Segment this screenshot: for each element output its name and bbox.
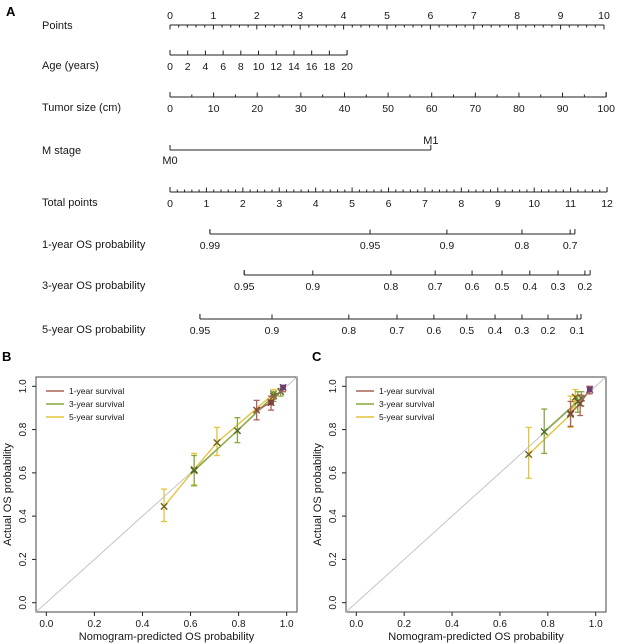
tick-label: 20 — [251, 103, 264, 115]
nomogram-row-os-3yr — [42, 270, 592, 293]
tick-label: 4 — [312, 198, 319, 210]
tick-label: 0.95 — [233, 281, 255, 293]
tick-label: 10 — [528, 198, 541, 210]
row-label: M stage — [42, 145, 82, 157]
legend-item — [356, 399, 434, 409]
series-1-year-survival — [253, 384, 286, 420]
nomogram-row-total-points — [42, 187, 613, 210]
tick-label: 50 — [382, 103, 394, 115]
y-tick-label: 0.8 — [18, 422, 29, 437]
tick-label: 10 — [207, 103, 220, 115]
tick-label: 9 — [557, 10, 564, 22]
tick-label: 5 — [384, 10, 390, 22]
tick-label: 8 — [458, 198, 465, 210]
x-tick-label: 0.8 — [540, 619, 555, 630]
nomogram-row-os-1yr — [42, 229, 578, 252]
y-tick-label: 0.0 — [328, 595, 339, 610]
tick-label: 0.3 — [550, 281, 566, 293]
legend-label: 5-year survival — [379, 412, 435, 422]
legend-item — [46, 399, 124, 409]
tick-label: 6 — [385, 198, 392, 210]
y-tick-label: 0.0 — [18, 595, 29, 610]
panel-c-label: C — [312, 349, 322, 364]
tick-label: 0.4 — [487, 325, 503, 337]
legend-label: 1-year survival — [69, 386, 125, 396]
x-tick-label: 0.0 — [39, 619, 54, 630]
y-tick-label: 0.6 — [328, 465, 339, 480]
tick-label: 80 — [513, 103, 525, 115]
tick-label: 8 — [237, 61, 244, 73]
x-axis-title: Nomogram-predicted OS probability — [388, 631, 564, 643]
calibration-plot-training — [0, 345, 310, 644]
tick-label: 7 — [422, 198, 428, 210]
tick-label: 0 — [167, 61, 173, 73]
y-tick-label: 0.8 — [328, 422, 339, 437]
tick-label: 0.8 — [341, 325, 357, 337]
tick-label: 0.9 — [264, 325, 280, 337]
y-tick-label: 1.0 — [18, 379, 29, 394]
tick-label: 0.7 — [389, 325, 405, 337]
tick-label: 0 — [167, 198, 173, 210]
tick-label: 1 — [203, 198, 210, 210]
tick-label: 0.5 — [459, 325, 475, 337]
tick-label: 0.1 — [569, 325, 585, 337]
tick-label: 5 — [349, 198, 356, 210]
legend-label: 5-year survival — [69, 412, 125, 422]
tick-label: 8 — [514, 10, 521, 22]
y-tick-label: 1.0 — [328, 379, 339, 394]
nomogram-row-tumor-size — [42, 92, 615, 115]
tick-label: 3 — [276, 198, 283, 210]
tick-label: 0.9 — [305, 281, 321, 293]
y-axis-title: Actual OS probability — [2, 443, 14, 546]
tick-label: 60 — [425, 103, 438, 115]
factor-level-label: M0 — [162, 155, 178, 167]
tick-label: 0.95 — [359, 240, 381, 252]
tick-label: 16 — [305, 61, 318, 73]
y-tick-label: 0.4 — [328, 509, 339, 524]
legend-label: 3-year survival — [379, 399, 435, 409]
y-tick-label: 0.6 — [18, 465, 30, 480]
tick-label: 70 — [469, 103, 482, 115]
tick-label: 0.7 — [427, 281, 443, 293]
x-tick-label: 0.4 — [135, 619, 150, 630]
tick-label: 0.99 — [199, 240, 221, 252]
x-tick-label: 1.0 — [279, 619, 294, 630]
tick-label: 2 — [253, 10, 260, 22]
row-label: 1-year OS probability — [42, 239, 146, 251]
tick-label: 14 — [288, 61, 300, 73]
tick-label: 10 — [252, 61, 265, 73]
nomogram-row-os-5yr — [42, 314, 585, 337]
tick-label: 0.95 — [189, 325, 211, 337]
x-tick-label: 0.4 — [445, 619, 460, 630]
tick-label: 12 — [601, 198, 613, 210]
tick-label: 0.3 — [514, 325, 530, 337]
x-tick-label: 1.0 — [588, 619, 603, 630]
tick-label: 0.5 — [494, 281, 510, 293]
legend-label: 1-year survival — [379, 386, 435, 396]
nomogram-row-age — [42, 50, 353, 73]
nomogram-row-points — [42, 10, 610, 32]
tick-label: 0.2 — [577, 281, 593, 293]
y-tick-label: 0.2 — [328, 552, 339, 567]
x-tick-label: 0.2 — [87, 619, 102, 630]
tick-label: 2 — [239, 198, 246, 210]
tick-label: 100 — [597, 103, 615, 115]
tick-label: 3 — [297, 10, 304, 22]
x-tick-label: 0.6 — [492, 619, 507, 630]
tick-label: 9 — [494, 198, 501, 210]
row-label: 3-year OS probability — [42, 280, 146, 292]
tick-label: 0.8 — [514, 240, 530, 252]
tick-label: 0 — [167, 103, 173, 115]
legend-item — [356, 412, 434, 422]
y-tick-label: 0.4 — [18, 509, 29, 524]
tick-label: 0.8 — [383, 281, 399, 293]
tick-label: 6 — [427, 10, 434, 22]
tick-label: 7 — [470, 10, 477, 22]
row-label: Total points — [42, 197, 98, 209]
panel-a-label: A — [6, 4, 16, 19]
tick-label: 0.7 — [562, 240, 578, 252]
tick-label: 6 — [220, 61, 227, 73]
y-tick-label: 0.2 — [18, 552, 29, 567]
tick-label: 0 — [167, 10, 173, 22]
tick-label: 20 — [341, 61, 353, 73]
tick-label: 0.2 — [540, 325, 556, 337]
row-label: Tumor size (cm) — [42, 102, 122, 114]
tick-label: 12 — [270, 61, 283, 73]
tick-label: 1 — [210, 10, 217, 22]
tick-label: 18 — [323, 61, 336, 73]
y-axis-title: Actual OS probability — [312, 443, 324, 546]
tick-label: 10 — [598, 10, 610, 22]
legend-label: 3-year survival — [69, 399, 125, 409]
tick-label: 90 — [556, 103, 569, 115]
tick-label: 4 — [202, 61, 209, 73]
tick-label: 11 — [565, 198, 577, 210]
x-axis-title: Nomogram-predicted OS probability — [78, 631, 255, 643]
legend-item — [46, 386, 124, 396]
row-label: Age (years) — [42, 60, 99, 72]
tick-label: 0.9 — [439, 240, 455, 252]
tick-label: 2 — [184, 61, 191, 73]
x-tick-label: 0.0 — [349, 619, 364, 630]
legend-item — [46, 412, 124, 422]
panel-b-label: B — [2, 349, 12, 364]
row-label: 5-year OS probability — [42, 324, 146, 336]
nomogram-row-m-stage — [42, 135, 438, 167]
tick-label: 0.6 — [464, 281, 480, 293]
tick-label: 40 — [338, 103, 351, 115]
tick-label: 30 — [295, 103, 307, 115]
calibration-plot-validation — [310, 345, 619, 644]
tick-label: 4 — [340, 10, 347, 22]
x-tick-label: 0.6 — [183, 619, 198, 630]
factor-level-label: M1 — [423, 135, 439, 147]
x-tick-label: 0.8 — [231, 619, 246, 630]
row-label: Points — [42, 20, 73, 32]
tick-label: 0.4 — [522, 281, 538, 293]
x-tick-label: 0.2 — [397, 619, 412, 630]
legend-item — [356, 386, 434, 396]
tick-label: 0.6 — [426, 325, 442, 337]
